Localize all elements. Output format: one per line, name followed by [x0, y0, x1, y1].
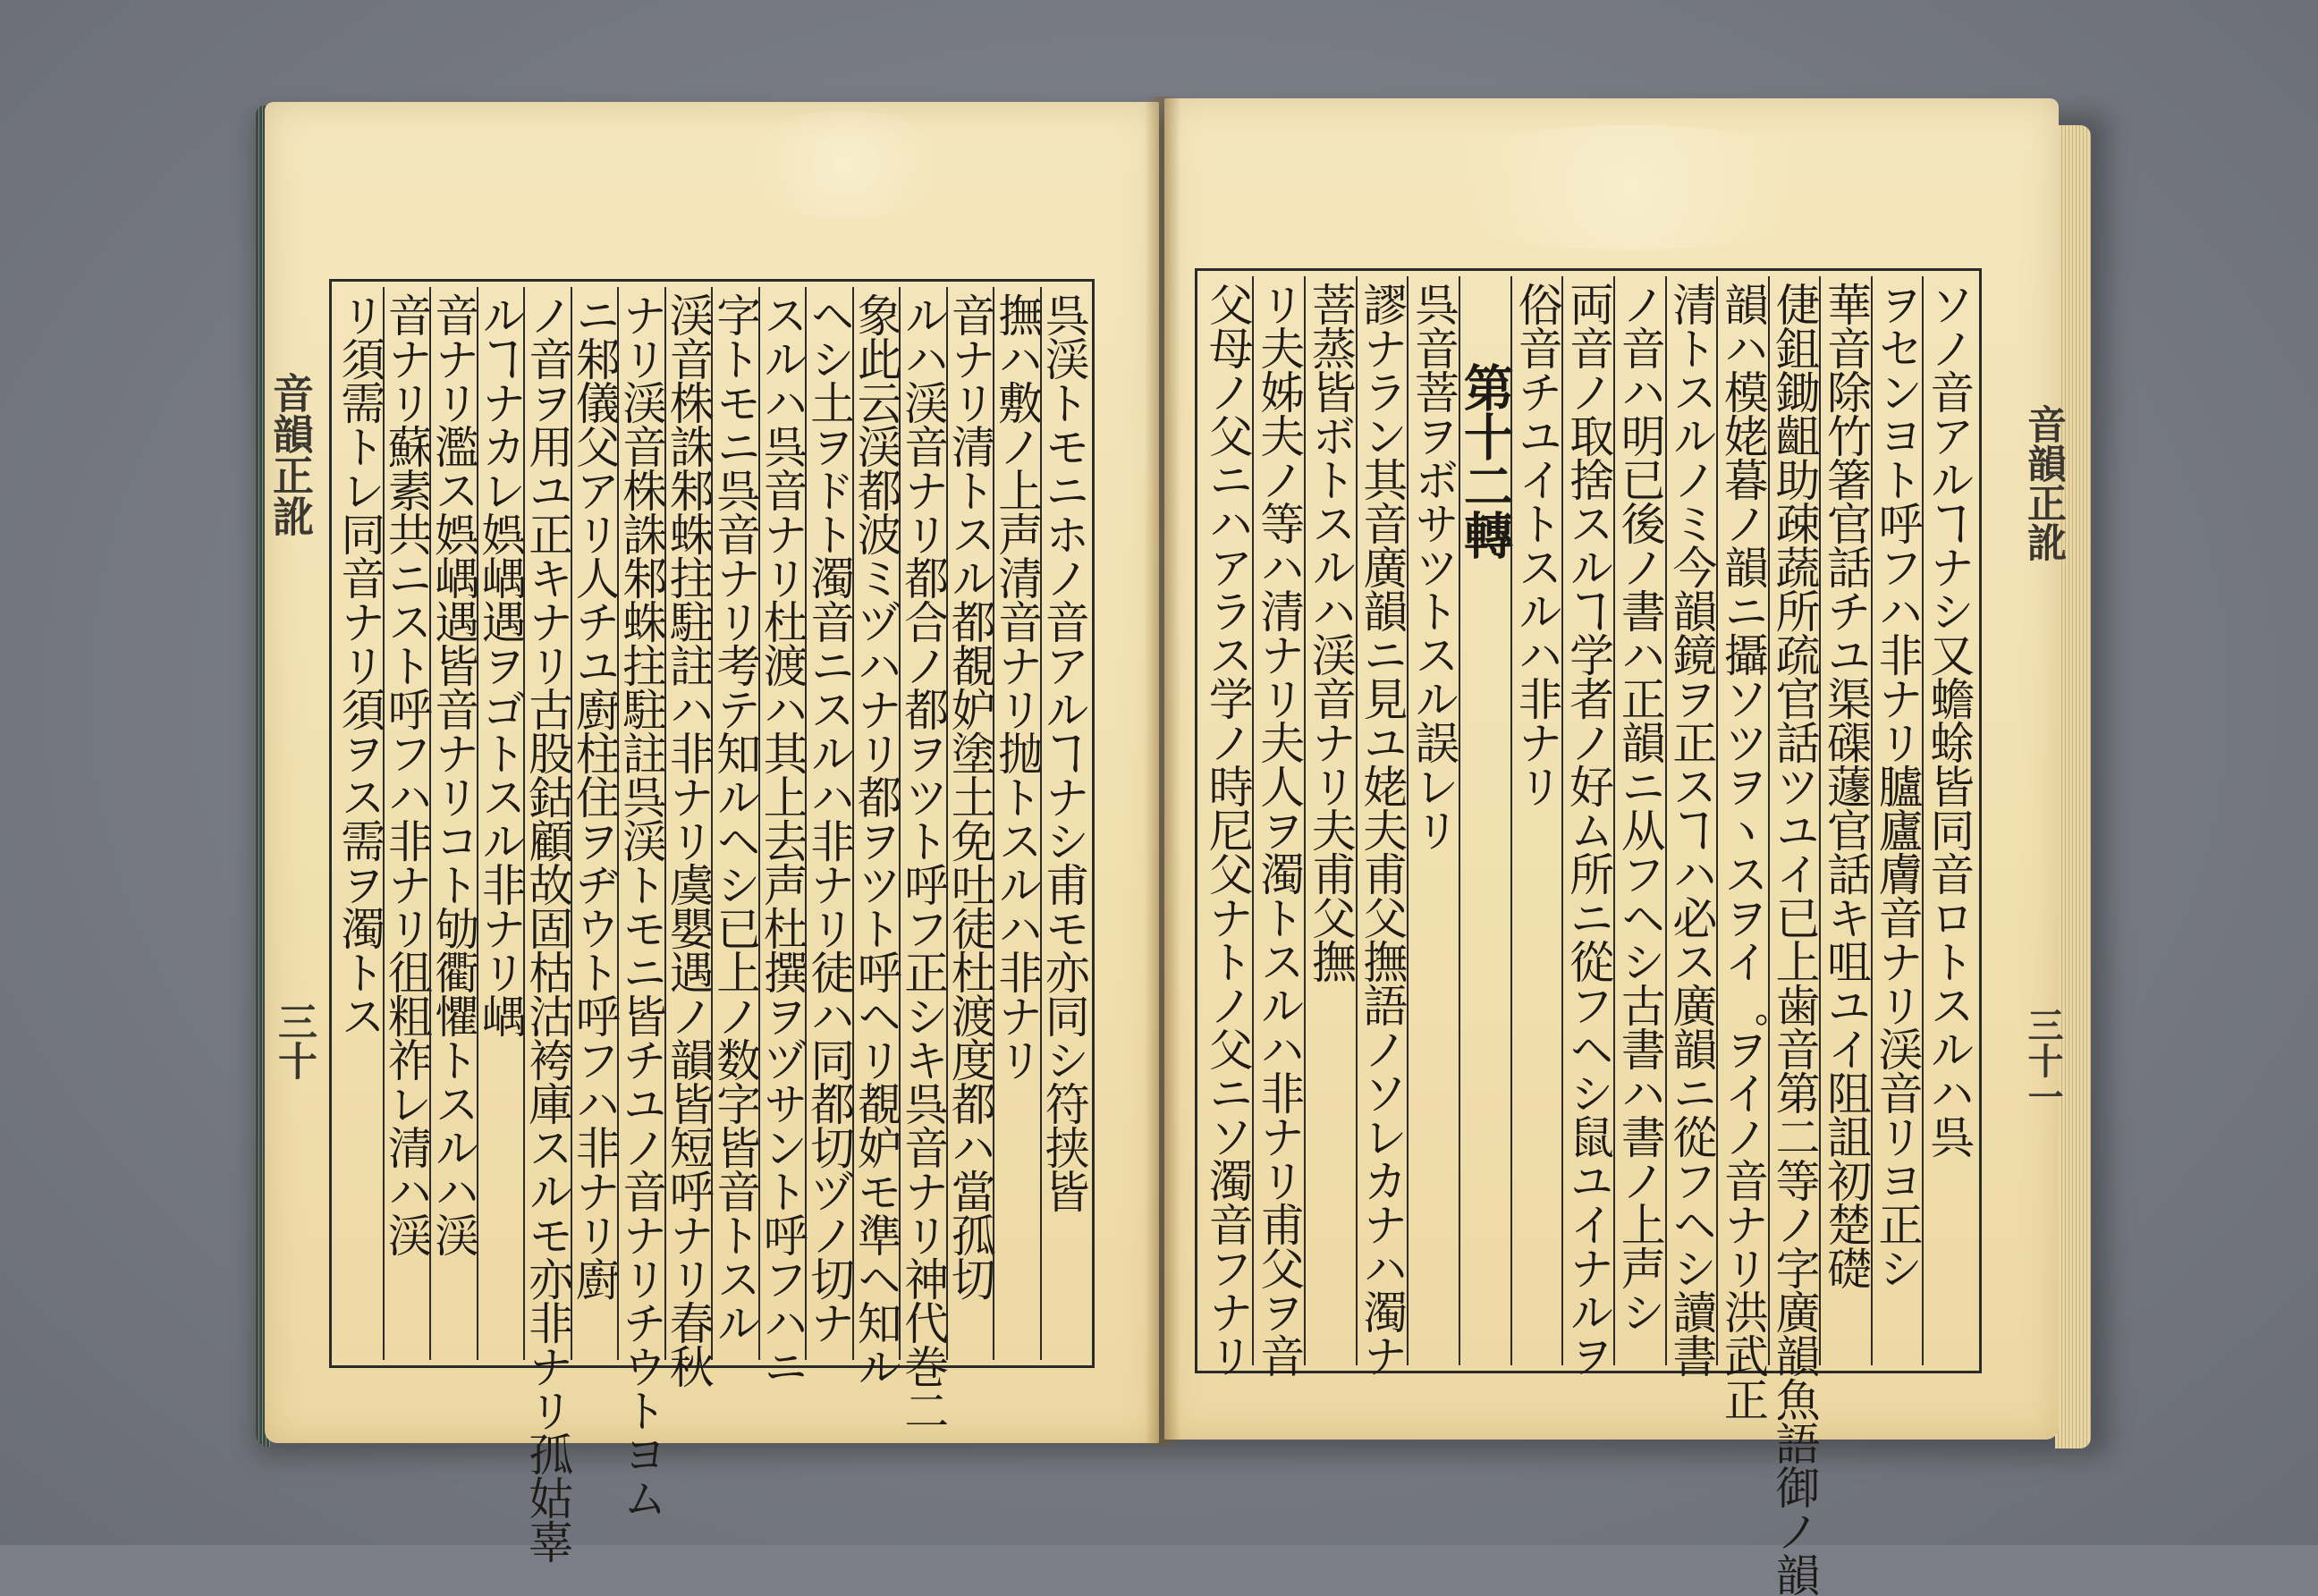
- column-text: ノ音ハ明已後ノ書ハ正韻ニ从フヘシ古書ハ書ノ上声シ: [1613, 282, 1666, 1333]
- column-text: ナリ渓音株誅邾蛛拄駐註呉渓トモニ皆チユノ音ナリチウトヨム: [615, 292, 668, 1519]
- text-column: [1455, 276, 1515, 1365]
- column-text: 両音ノ取捨スルヿ学者ノ好ム所ニ從フヘシ鼠ユイナルヲ: [1562, 282, 1615, 1377]
- column-text: 撫ハ敷ノ上声清音ナリ抛トスルハ非ナリ: [991, 292, 1044, 1081]
- text-column: [1665, 276, 1718, 1377]
- column-text: ソノ音アルヿナシ又蟾蜍皆同音ロトスルハ呉: [1923, 282, 1975, 1158]
- column-text: 謬ナラン其音廣韻ニ見ユ姥夫甫父撫語ノソレカナハ濁ナ: [1356, 282, 1409, 1377]
- column-text: 俗音チユイトスルハ非ナリ: [1510, 282, 1563, 807]
- column-text: ヘシ土ヲドト濁音ニスルハ非ナリ徒ハ同都切ヅノ切ナ: [803, 292, 856, 1344]
- column-text: 渓音株誅邾蛛拄駐註ハ非ナリ虞嬰遇ノ韻皆短呼ナリ春秋: [662, 292, 715, 1388]
- text-column: [1510, 276, 1562, 1365]
- column-text: リ須需トレ同音ナリ須ヲス需ヲ濁トス: [334, 292, 386, 1037]
- column-text: 父母ノ父ニハアラス学ノ時尼父ナトノ父ニソ濁音フナリ: [1201, 282, 1254, 1377]
- column-text: 華音除竹箸官話チユ渠磲蘧官話キ咀ユイ阻詛初楚礎: [1820, 282, 1873, 1289]
- column-text: ルハ渓音ナリ都合ノ都ヲツト呼フ正シキ呉音ナリ神代巻二: [897, 292, 950, 1431]
- text-column: [803, 287, 856, 1360]
- column-text: 音ナリ清トスル都覩妒塗土免吐徒杜渡度都ハ當孤切: [943, 292, 996, 1300]
- text-column: [380, 287, 433, 1360]
- text-column: [991, 287, 1044, 1360]
- column-text: ニ邾儀父アリ人チユ廚柱住ヲヂウト呼フハ非ナリ廚: [568, 292, 621, 1300]
- column-text: 倢鉏鋤齟助疎蔬所疏官話ツユイ已上歯音第二等ノ字廣韻魚語御ノ韻: [1768, 282, 1821, 1596]
- text-column: [1819, 276, 1871, 1365]
- right-margin-title: 音韻正訛: [2020, 404, 2066, 562]
- text-column: [1613, 276, 1665, 1365]
- text-column: [1871, 276, 1923, 1365]
- column-text: スルハ呉音ナリ杜渡ハ其上去声杜撰ヲヅサント呼フハニ: [756, 292, 808, 1388]
- text-column: [1561, 276, 1615, 1377]
- text-column: [943, 287, 996, 1360]
- text-column: [427, 287, 480, 1360]
- text-column: [850, 287, 902, 1388]
- column-text: リ夫姊夫ノ等ハ清ナリ夫人ヲ濁トスルハ非ナリ甫父ヲ音: [1253, 282, 1306, 1377]
- column-text: 呉渓トモニホノ音アルヿナシ甫モ亦同シ符挟皆: [1037, 292, 1090, 1212]
- text-column: [1201, 276, 1254, 1377]
- column-text: 菩蒸皆ボトスルハ渓音ナリ夫甫父撫: [1304, 282, 1357, 983]
- text-column: [1922, 276, 1974, 1365]
- paper-stain: [730, 111, 962, 218]
- text-column: [1768, 276, 1821, 1596]
- text-column: [521, 287, 574, 1563]
- text-column: [1252, 276, 1306, 1377]
- text-column: [1407, 276, 1459, 1365]
- left-margin-title: 音韻正訛: [266, 372, 315, 536]
- right-text-columns: [1201, 276, 1975, 1596]
- text-column: [1356, 276, 1409, 1377]
- text-column: [568, 287, 621, 1360]
- column-text: 象此云渓都波ミヅハナリ都ヲツト呼ヘリ覩妒モ準ヘ知ル: [850, 292, 902, 1388]
- column-text: 音ナリ濫ス娯嵎遇皆音ナリコト劬衢懼トスルハ渓: [427, 292, 480, 1256]
- text-column: [615, 287, 668, 1519]
- column-text: 音ナリ蘇素共ニスト呼フハ非ナリ徂粗祚レ清ハ渓: [380, 292, 433, 1256]
- book-gutter: [1145, 97, 1180, 1447]
- column-text: 韻ハ模姥暮ノ韻ニ攝ソツヲヽスヲイ゜ヲイノ音ナリ洪武正: [1716, 282, 1769, 1421]
- text-column: [474, 287, 527, 1360]
- right-text-frame: [1195, 268, 1982, 1596]
- column-text: ルヿナカレ娯嵎遇ヲゴトスル非ナリ嵎: [474, 292, 527, 1037]
- column-text: 第十二轉: [1455, 362, 1515, 559]
- column-text: 清トスルノミ今韻鏡ヲ正スヿハ必ス廣韻ニ從フヘシ讀書: [1665, 282, 1718, 1377]
- text-column: [334, 287, 386, 1360]
- column-text: ヲセンヨト呼フハ非ナリ臚廬膚音ナリ渓音リヨ正シ: [1871, 282, 1924, 1289]
- right-folio: 三十一: [2022, 1007, 2064, 1114]
- text-column: [756, 287, 808, 1388]
- left-text-columns: [334, 287, 1090, 1563]
- text-column: [709, 287, 762, 1360]
- left-folio: 三十: [271, 1001, 317, 1080]
- column-text: 字トモニ呉音ナリ考テ知ルヘシ已上ノ数字皆音トスル: [709, 292, 762, 1344]
- page-edges: [2055, 125, 2091, 1448]
- paper-stain: [1397, 125, 1862, 250]
- text-column: [1304, 276, 1356, 1365]
- text-column: [1716, 276, 1769, 1421]
- left-text-frame: [329, 279, 1095, 1563]
- text-column: [897, 287, 950, 1431]
- column-text: 呉音菩ヲボサツトスル誤レリ: [1408, 282, 1459, 851]
- text-column: [1037, 287, 1090, 1360]
- text-column: [662, 287, 715, 1388]
- column-text: ノ音ヲ用ユ正キナリ古股鈷顧故固枯沽袴庫スルモ亦非ナリ孤姑辜: [521, 292, 574, 1563]
